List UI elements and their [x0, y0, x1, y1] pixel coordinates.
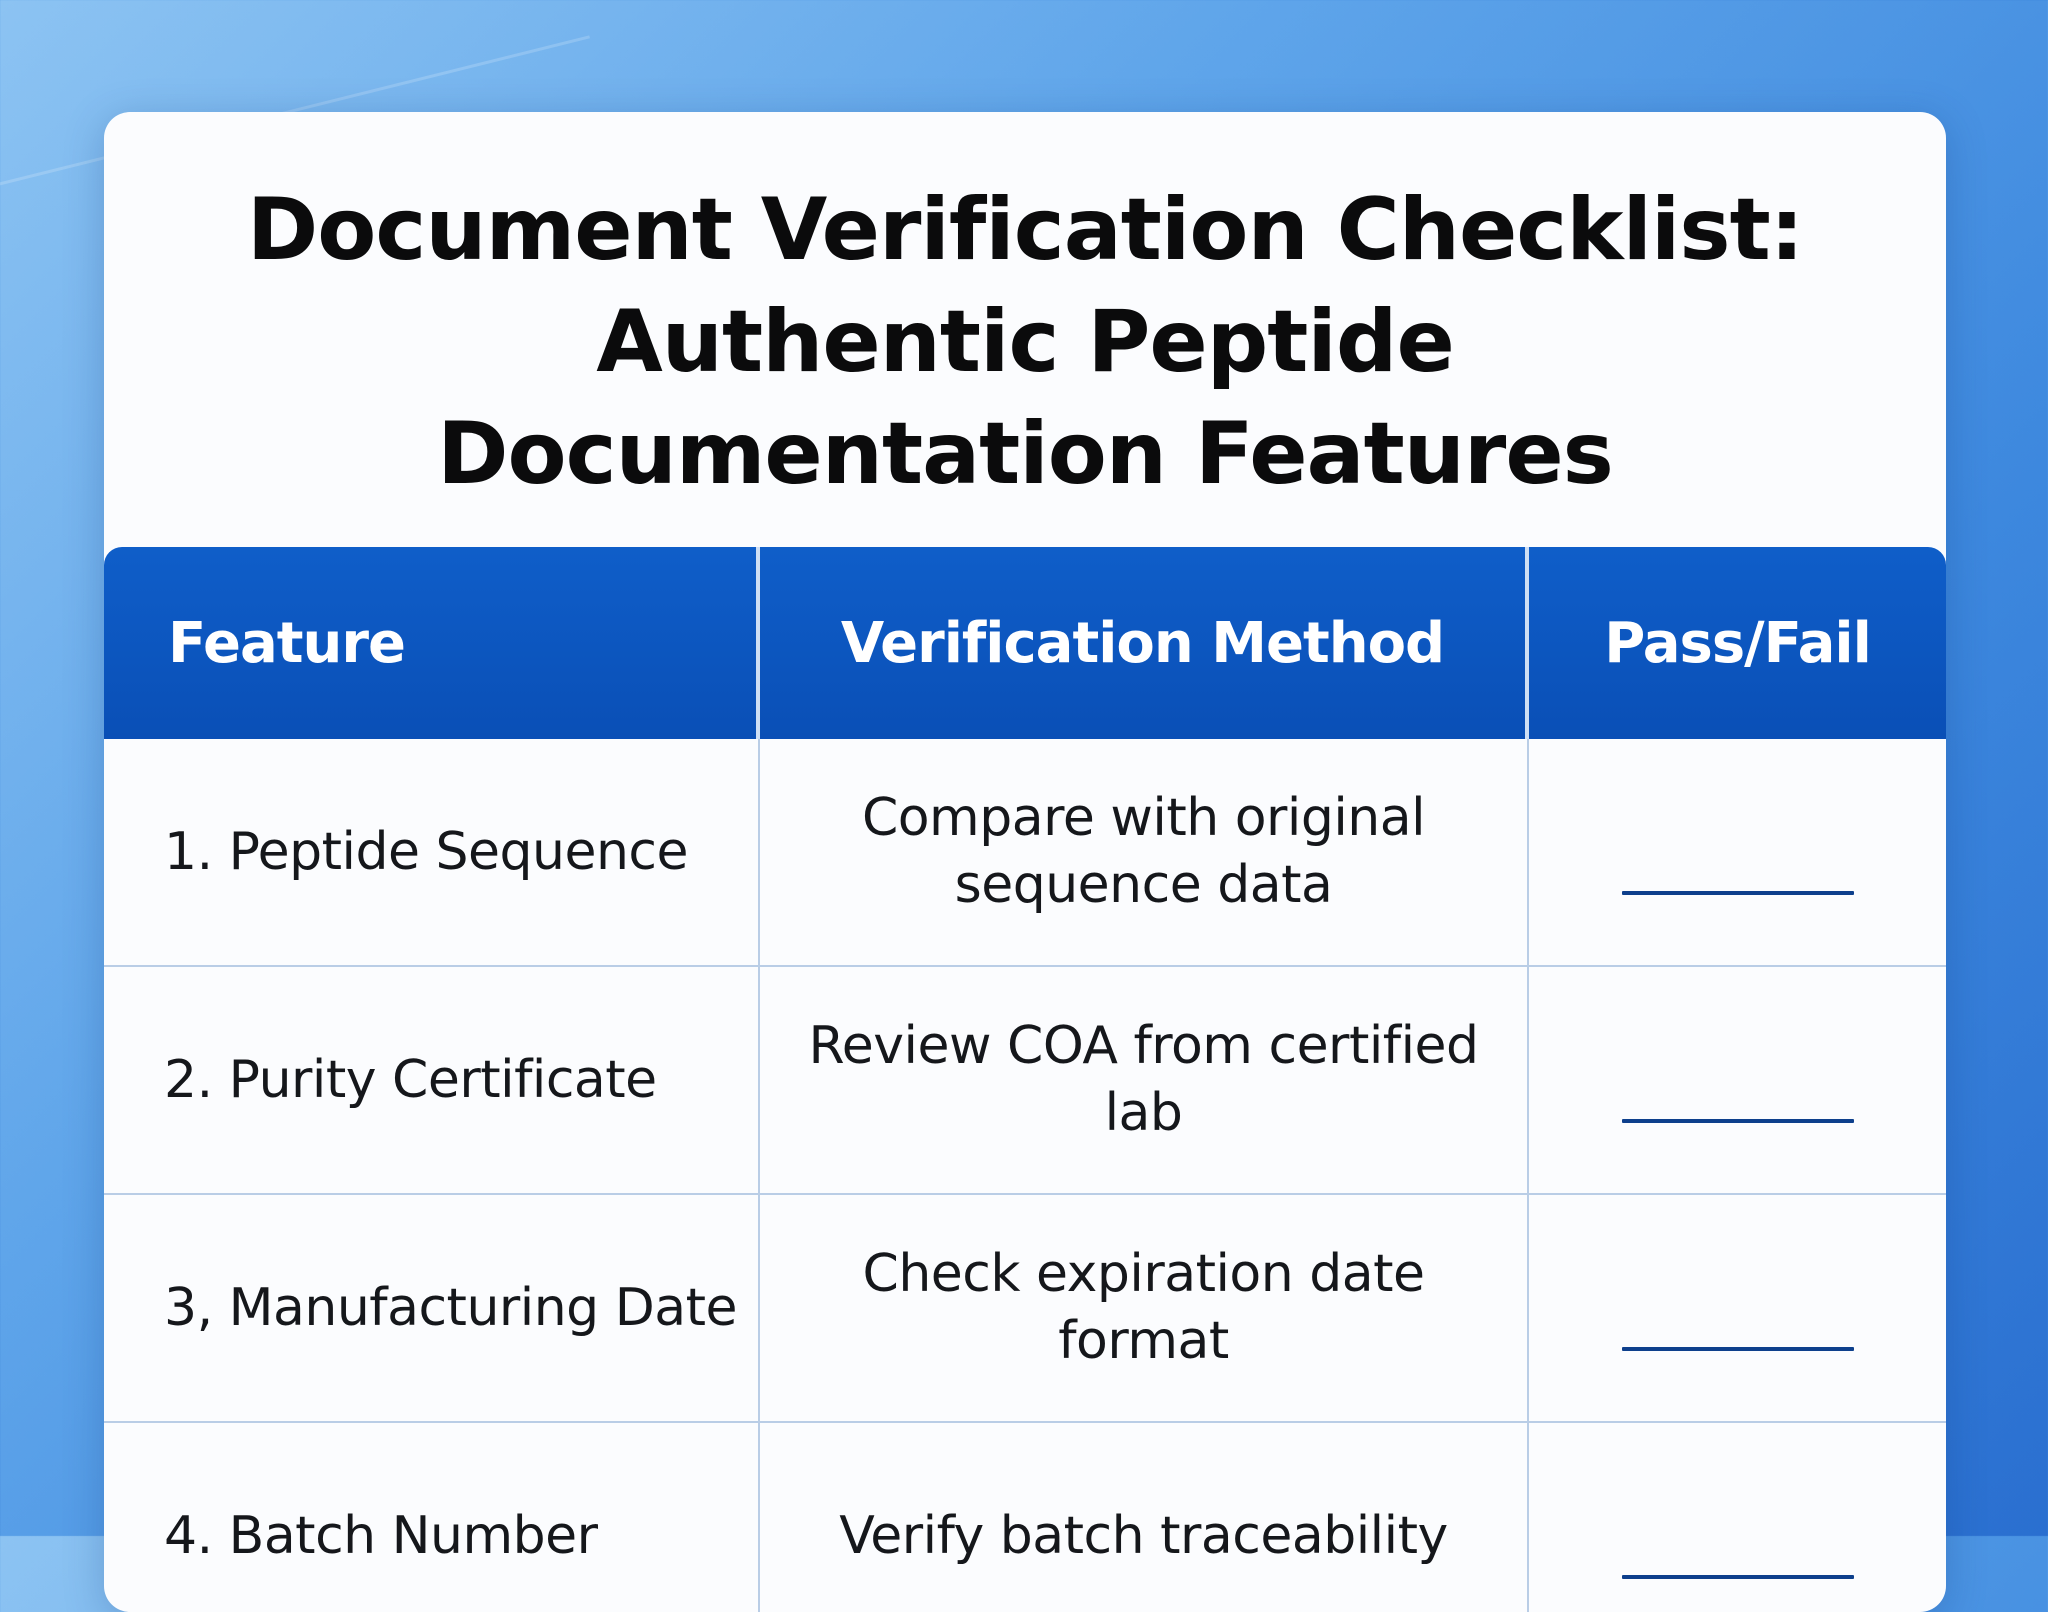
title-line-1: Document Verification Checklist: [246, 180, 1804, 280]
pass-fail-cell[interactable] [1529, 967, 1946, 1193]
table-row [104, 1195, 1946, 1423]
table-row [104, 739, 1946, 967]
method-cell: Compare with original sequence data [760, 739, 1529, 965]
header-verification-method: Verification Method [760, 547, 1529, 739]
pass-fail-blank-line[interactable] [1622, 1347, 1854, 1351]
pass-fail-blank-line[interactable] [1622, 1119, 1854, 1123]
pass-fail-cell[interactable] [1529, 1423, 1946, 1612]
method-cell: Check expiration date format [760, 1195, 1529, 1421]
pass-fail-blank-line[interactable] [1622, 891, 1854, 895]
feature-cell: 4. Batch Number [104, 1423, 760, 1612]
feature-cell: 2. Purity Certificate [104, 967, 760, 1193]
feature-cell: 1. Peptide Sequence [104, 739, 760, 965]
title-line-3: Documentation Features [437, 404, 1613, 504]
title-line-2: Authentic Peptide [596, 292, 1454, 392]
method-cell: Verify batch traceability [760, 1423, 1529, 1612]
pass-fail-blank-line[interactable] [1622, 1575, 1854, 1579]
page-title [104, 174, 1946, 510]
checklist-table [104, 547, 1946, 1612]
checklist-card [104, 112, 1946, 1612]
table-row [104, 967, 1946, 1195]
feature-cell: 3, Manufacturing Date [104, 1195, 760, 1421]
pass-fail-cell[interactable] [1529, 739, 1946, 965]
table-row [104, 1423, 1946, 1612]
table-header-row [104, 547, 1946, 739]
method-cell: Review COA from certified lab [760, 967, 1529, 1193]
header-pass-fail: Pass/Fail [1604, 610, 1871, 676]
header-feature: Feature [104, 547, 760, 739]
pass-fail-cell[interactable] [1529, 1195, 1946, 1421]
